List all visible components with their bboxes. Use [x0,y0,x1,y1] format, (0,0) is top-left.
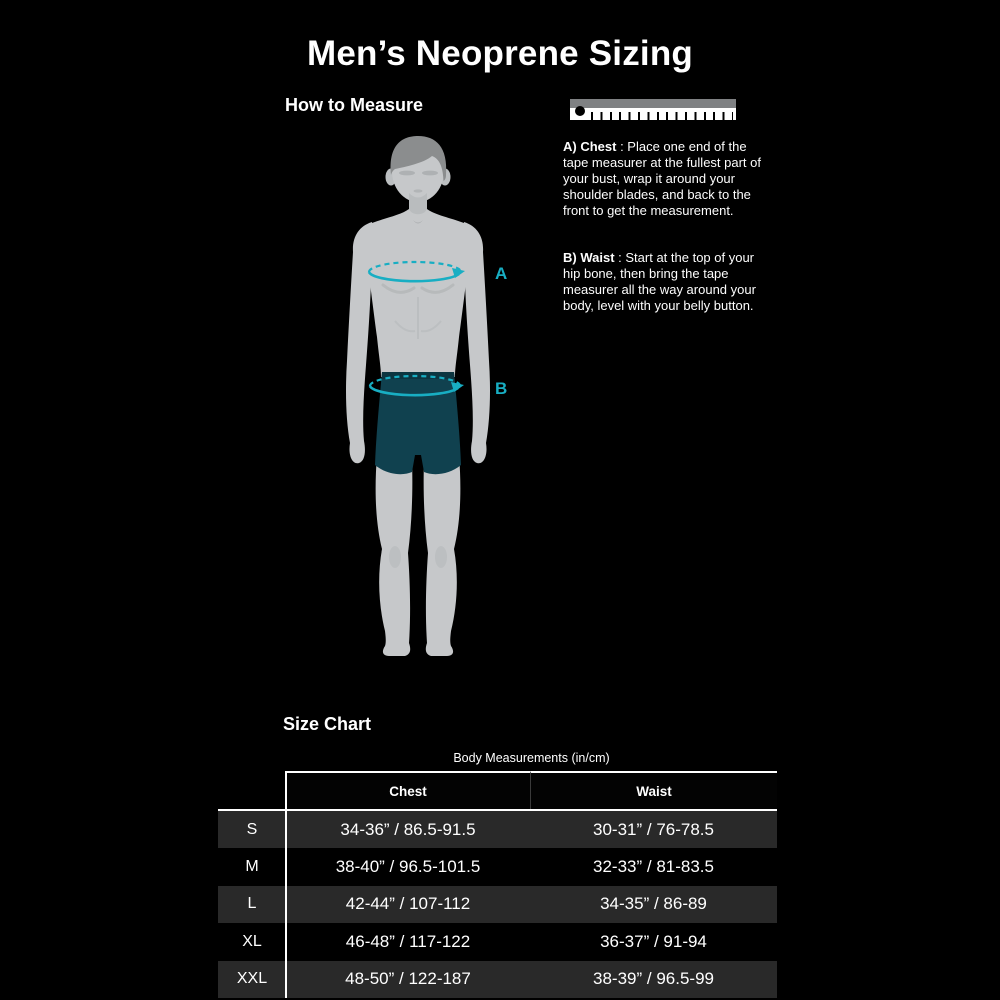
table-body [218,811,777,998]
waist-marker-label: B [495,379,508,398]
tape-measure-end-circle [575,106,585,116]
size-cell: L [247,895,257,913]
size-chart-heading: Size Chart [283,714,372,734]
size-chart-table [218,771,777,998]
waist-cell: 36-37” / 91-94 [600,931,707,951]
figure-mouth [414,189,423,192]
figure-shorts [375,372,461,474]
tape-measure-top-strip [570,99,736,108]
size-column-header-spacer [218,771,286,809]
table-header-row [218,771,777,809]
table-vertical-rule [285,771,287,998]
waist-cell: 30-31” / 76-78.5 [593,819,714,839]
waist-column-header: Waist [530,771,777,809]
size-cell: S [246,820,258,838]
chest-marker-label: A [495,264,508,283]
table-row-s [218,811,777,848]
table-row-l [218,886,777,923]
tape-measure-icon [570,99,736,120]
waist-cell: 34-35” / 86-89 [600,894,707,914]
size-cell: XXL [236,970,268,988]
body-figure-illustration [325,125,515,665]
size-cell: M [245,858,259,876]
waist-cell: 32-33” / 81-83.5 [593,857,714,877]
chest-instruction-label: A) Chest [563,139,617,154]
tape-measure-ticks [591,112,733,120]
figure-knee-right [435,546,447,568]
waist-instruction-label: B) Waist [563,250,615,265]
waist-instruction [563,250,763,314]
chest-instruction-text: : Place one end of the tape measurer at the fullest part of your bust, wrap it around your shoulder blades, and back to the front to get the measurement. [563,139,761,218]
chest-cell: 38-40” / 96.5-101.5 [335,857,481,877]
waist-cell: 38-39” / 96.5-99 [593,969,714,989]
chest-cell: 42-44” / 107-112 [345,894,471,914]
figure-brow-left [399,171,415,176]
chest-cell: 48-50” / 122-187 [345,969,471,989]
table-title: Body Measurements (in/cm) [453,751,610,765]
chest-cell: 34-36” / 86.5-91.5 [340,819,476,839]
size-cell: XL [242,932,262,950]
page-title: Men’s Neoprene Sizing [306,34,694,73]
waist-instruction-text: : Start at the top of your hip bone, then bring the tape measurer all the way around your body, level with your belly button. [563,250,756,313]
table-row-xxl [218,961,777,998]
figure-torso [365,209,471,377]
figure-knee-left [389,546,401,568]
chest-instruction [563,139,763,219]
figure-brow-right [422,171,438,176]
how-to-measure-heading: How to Measure [285,95,424,115]
table-row-xl [218,923,777,960]
table-row-m [218,848,777,885]
chest-cell: 46-48” / 117-122 [345,931,471,951]
chest-column-header: Chest [286,771,530,809]
